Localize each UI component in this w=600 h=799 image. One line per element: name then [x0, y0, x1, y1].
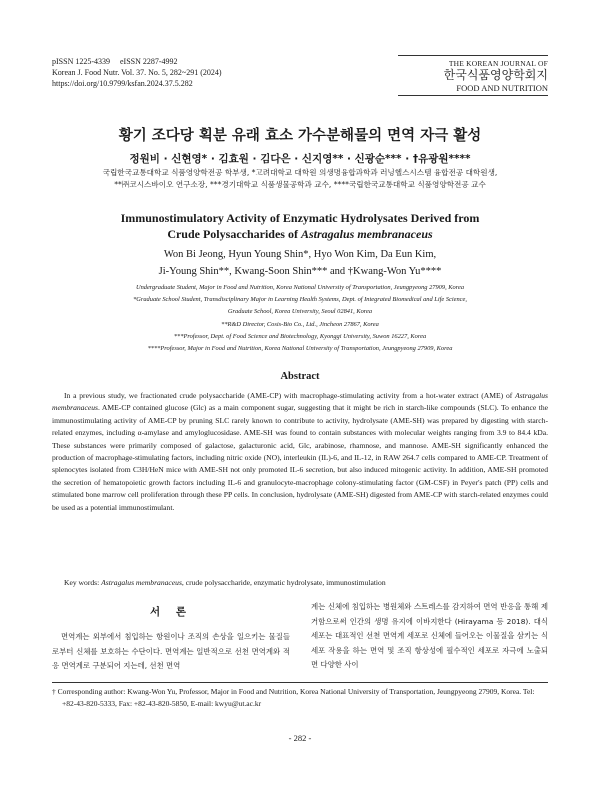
doi-link[interactable]: https://doi.org/10.9799/ksfan.2024.37.5.282 [52, 79, 193, 88]
authors-english [60, 246, 540, 280]
keywords-list: , crude polysaccharide, enzymatic hydrolysate, immunostimulation [181, 578, 386, 587]
affiliation-en-line: Graduate School, Korea University, Seoul 02841, Korea [227, 308, 373, 316]
title-korean: 황기 조다당 획분 유래 효소 가수분해물의 면역 자극 활성 [118, 128, 482, 144]
affiliations-english [50, 282, 550, 355]
abstract-body [52, 390, 548, 514]
body-column-left: 면역계는 외부에서 침입하는 항원이나 조직의 손상을 일으키는 물질들로부터 신체를 보호하는 수단이다. 면역계는 일반적으로 선천 면역계와 적응 면역계로 구분되어 지는데, 선천 면역 [52, 632, 290, 671]
keywords-species: Astragalus membranaceus [101, 578, 182, 587]
title-english [60, 210, 540, 242]
affiliation-en-line: **R&D Director, Cosis-Bio Co., Ltd., Jincheon 27867, Korea [221, 320, 379, 328]
abstract-text: In a previous study, we fractionated crude polysaccharide (AME-CP) with macrophage-stimulating activity from a hot-water extract (AME) of [64, 391, 516, 400]
title-en-text: Crude Polysaccharides of [167, 227, 301, 241]
authors-en-line: Won Bi Jeong, Hyun Young Shin*, Hyo Won Kim, Da Eun Kim, [163, 249, 437, 260]
section-heading-introduction: 서 론 [150, 606, 192, 618]
journal-name-en-bottom: FOOD AND NUTRITION [398, 83, 548, 96]
footnote-divider [52, 682, 548, 683]
page-number: - 282 - [288, 733, 312, 743]
title-en-species: Astragalus membranaceus [300, 227, 433, 241]
issn-line: pISSN 1225-4339 eISSN 2287-4992 [52, 57, 178, 66]
abstract-species: Astragalus membranaceus [52, 391, 548, 413]
affiliation-en-line: *Graduate School Student, Transdisciplinary Major in Learning Health Systems, Dept. of Integrated Biomedical and Life Science, [133, 296, 467, 304]
affiliation-ko-line: **㈜코시스바이오 연구소장, ***경기대학교 식품생물공학과 교수, ****국립한국교통대학교 식품영양학전공 교수 [114, 180, 486, 189]
abstract-heading: Abstract [280, 371, 320, 382]
journal-logo [398, 55, 548, 96]
corresponding-author-footnote: † Corresponding author: Kwang-Won Yu, Professor, Major in Food and Nutrition, Korea National University of Transportation, Jeungpyeong 27909, Korea. Tel: +82-43-820-5333, Fax: +82-43-820-5850, E-mail: kwyu@ut.ac.kr [52, 687, 535, 708]
affiliations-korean [40, 167, 560, 191]
authors-korean: 정원비 · 신현영* · 김효원 · 김다은 · 신지영** · 신광순*** · †유광원**** [129, 153, 471, 165]
abstract-text: . AME-CP contained glucose (Glc) as a main component sugar, suggesting that it might be rich in starch-like compounds (SLC). To enhance the immunostimulating activity of AME-CP by pruning SLC rarely known to contribute to activity, hydrolysate (AME-SH) was prepared by digesting with starch-related enzymes, including α-amylase and amyloglucosidase. AME-SH was found to contain substances with molecular weights ranging from 3.9 to 84.4 kDa. These substances were primarily composed of galactose, galacturonic acid, Glc, arabinose, rhamnose, and mannose. AME-SH significantly enhanced the production of macrophage-stimulating factors, including nitric oxide (NO), interleukin (IL)-6, and IL-12, in RAW 264.7 cells compared to AME-CP. Treatment of splenocytes isolated from C3H/HeN mice with AME-SH not only promoted IL-6 secretion, but also induced mitogenic activity. In addition, AME-SH promoted the secretion of hematopoietic growth factors including IL-6 and granulocyte-macrophage colony-stimulating factor (GM-CSF) in Peyer's patch (PP) cells and stimulated bone marrow cell proliferation through these PP cells. In conclusion, hydrolysate (AME-SH) digested from AME-CP with starch-related enzymes could be used as a potential immunostimulant. [52, 403, 548, 512]
citation-block [52, 56, 222, 89]
affiliation-en-line: ***Professor, Dept. of Food Science and Biotechnology, Kyonggi University, Suwon 16227, Korea [173, 332, 427, 340]
citation-line: Korean J. Food Nutr. Vol. 37. No. 5, 282~291 (2024) [52, 68, 222, 77]
title-en-line [60, 226, 540, 242]
body-column-right: 계는 신체에 침입하는 병원체와 스트레스를 감지하여 면역 반응을 통해 제거함으로써 인간의 생명 유지에 이바지한다 (Hirayama 등 2018). 대식세포는 대표적인 선천 면역계 세포로 신체에 들어오는 이물질을 삼키는 식세포 작용을 하는 면역 및 조직 항상성에 필수적인 세포로 자극에 노출되면 다양한 사이 [311, 602, 548, 670]
journal-name-en-top: THE KOREAN JOURNAL OF [398, 55, 548, 68]
authors-en-line: Ji-Young Shin**, Kwang-Soon Shin*** and †Kwang-Won Yu**** [158, 266, 442, 277]
keywords [52, 577, 548, 589]
affiliation-en-line: ****Professor, Major in Food and Nutrition, Korea National University of Transportation, Jeungpyeong 27909, Korea [147, 345, 453, 353]
affiliation-en-line: Undergraduate Student, Major in Food and Nutrition, Korea National University of Transportation, Jeungpyeong 27909, Korea [135, 284, 465, 291]
title-en-line: Immunostimulatory Activity of Enzymatic Hydrolysates Derived from [120, 211, 480, 225]
affiliation-ko-line: 국립한국교통대학교 식품영양학전공 학부생, *고려대학교 대학원 의생명융합과학과 러닝헬스시스템 융합전공 대학원생, [102, 168, 498, 177]
keywords-label: Key words: [64, 578, 102, 587]
journal-name-ko: 한국식품영양학회지 [443, 68, 548, 82]
